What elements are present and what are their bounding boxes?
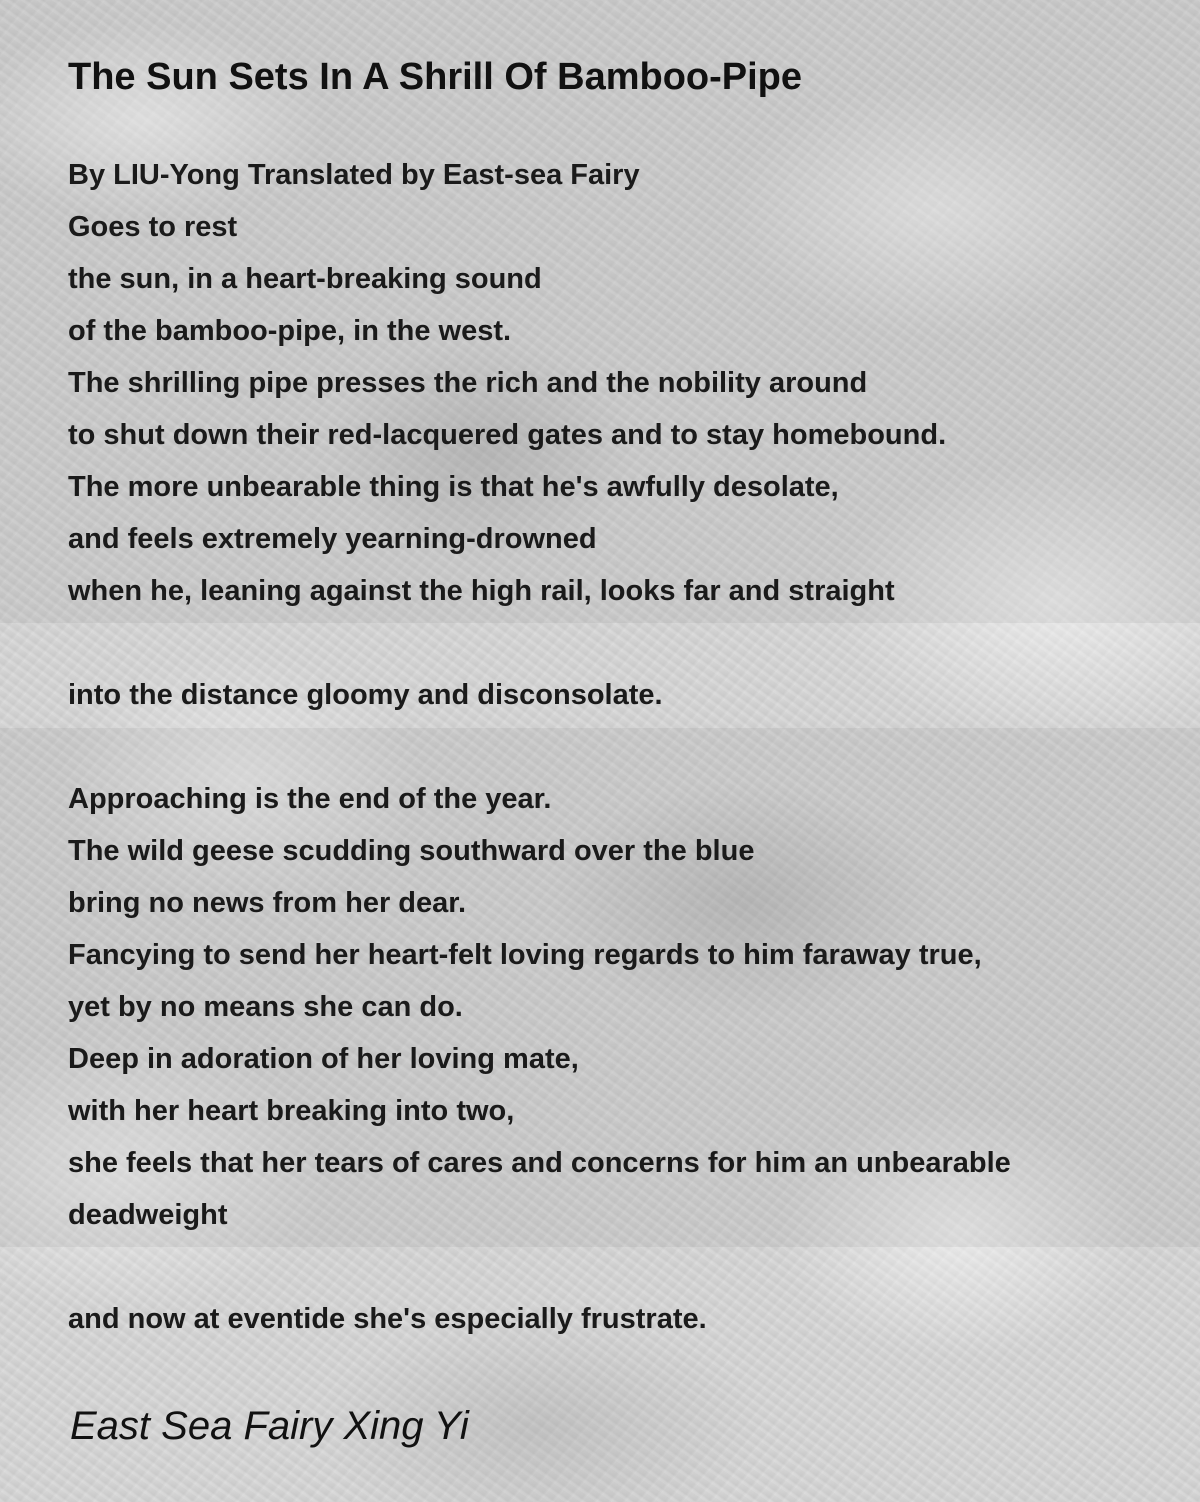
poem-line: of the bamboo-pipe, in the west.	[68, 315, 512, 347]
poem-line: The shrilling pipe presses the rich and the nobility around	[68, 367, 868, 399]
poem-line: with her heart breaking into two,	[68, 1095, 515, 1127]
poem-line: The more unbearable thing is that he's awfully desolate,	[68, 471, 839, 503]
poem-line: bring no news from her dear.	[68, 887, 467, 919]
poem-body	[68, 149, 1178, 1345]
poem-line: By LIU-Yong Translated by East-sea Fairy	[68, 159, 640, 191]
poem-line: Fancying to send her heart-felt loving regards to him faraway true,	[68, 939, 982, 971]
stanza-gap	[68, 617, 1178, 669]
poem-line: Deep in adoration of her loving mate,	[68, 1043, 579, 1075]
poem-line: The wild geese scudding southward over the blue	[68, 835, 755, 867]
poem-line: Approaching is the end of the year.	[68, 783, 552, 815]
stanza-gap	[68, 1241, 1178, 1293]
poem-line: and now at eventide she's especially frustrate.	[68, 1303, 707, 1335]
poem-author: East Sea Fairy Xing Yi	[70, 1404, 469, 1448]
poem-line: to shut down their red-lacquered gates and to stay homebound.	[68, 419, 947, 451]
poem-line: Goes to rest	[68, 211, 238, 243]
poem-line: the sun, in a heart-breaking sound	[68, 263, 542, 295]
poem-line: she feels that her tears of cares and concerns for him an unbearable	[68, 1147, 1011, 1179]
stanza-gap	[68, 721, 1178, 773]
poem-line: yet by no means she can do.	[68, 991, 463, 1023]
poem-line: when he, leaning against the high rail, looks far and straight	[68, 575, 895, 607]
poem-line: into the distance gloomy and disconsolate.	[68, 679, 663, 711]
poem-title: The Sun Sets In A Shrill Of Bamboo-Pipe	[68, 56, 803, 98]
poem-line: and feels extremely yearning-drowned	[68, 523, 597, 555]
poem-line: deadweight	[68, 1199, 228, 1231]
